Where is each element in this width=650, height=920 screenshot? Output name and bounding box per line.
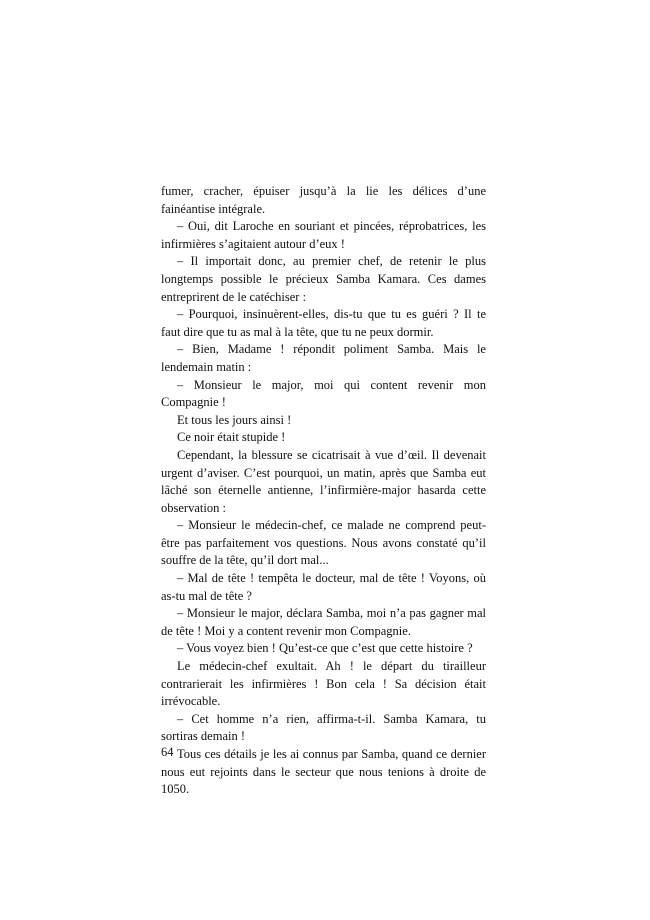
paragraph: fumer, cracher, épuiser jusqu’à la lie les délices d’une fainéantise intégrale.	[161, 184, 486, 216]
paragraph: – Monsieur le major, déclara Samba, moi n’a pas gagner mal de tête ! Moi y a content revenir mon Compagnie.	[161, 606, 486, 638]
paragraph: Tous ces détails je les ai connus par Samba, quand ce dernier nous eut rejoints dans le secteur que nous tenions à droite de 1050.	[161, 747, 486, 797]
body-text	[161, 183, 486, 799]
paragraph: – Cet homme n’a rien, affirma-t-il. Samba Kamara, tu sortiras demain !	[161, 711, 486, 744]
paragraph: – Mal de tête ! tempêta le docteur, mal de tête ! Voyons, où as-tu mal de tête ?	[161, 571, 486, 603]
paragraph: – Monsieur le médecin-chef, ce malade ne comprend peut-être pas parfaitement vos questions. Nous avons constaté qu’il souffre de la tête, qu’il dort mal...	[161, 518, 486, 568]
paragraph: – Il importait donc, au premier chef, de retenir le plus longtemps possible le précieux Samba Kamara. Ces dames entreprirent de le catéchiser :	[161, 254, 486, 304]
paragraph: – Oui, dit Laroche en souriant et pincées, réprobatrices, les infirmières s’agitaient autour d’eux !	[161, 219, 486, 251]
paragraph: Ce noir était stupide !	[177, 430, 286, 445]
paragraph: – Bien, Madame ! répondit poliment Samba. Mais le lendemain matin :	[161, 342, 486, 374]
paragraph: Cependant, la blessure se cicatrisait à vue d’œil. Il devenait urgent d’aviser. C’est pourquoi, un matin, après que Samba eut lâché son éternelle antienne, l’infirmière-major hasarda cette observation :	[161, 447, 486, 515]
paragraph: – Vous voyez bien ! Qu’est-ce que c’est que cette histoire ?	[177, 641, 473, 656]
paragraph: – Monsieur le major, moi qui content revenir mon Compagnie !	[161, 377, 486, 410]
paragraph: Et tous les jours ainsi !	[177, 412, 292, 427]
paragraph: – Pourquoi, insinuèrent-elles, dis-tu que tu es guéri ? Il te faut dire que tu as mal à la tête, que tu ne peux dormir.	[161, 307, 486, 339]
page-number: 64	[161, 745, 174, 759]
paragraph: Le médecin-chef exultait. Ah ! le départ du tirailleur contrarierait les infirmières ! Bon cela ! Sa décision était irrévocable.	[161, 659, 486, 709]
